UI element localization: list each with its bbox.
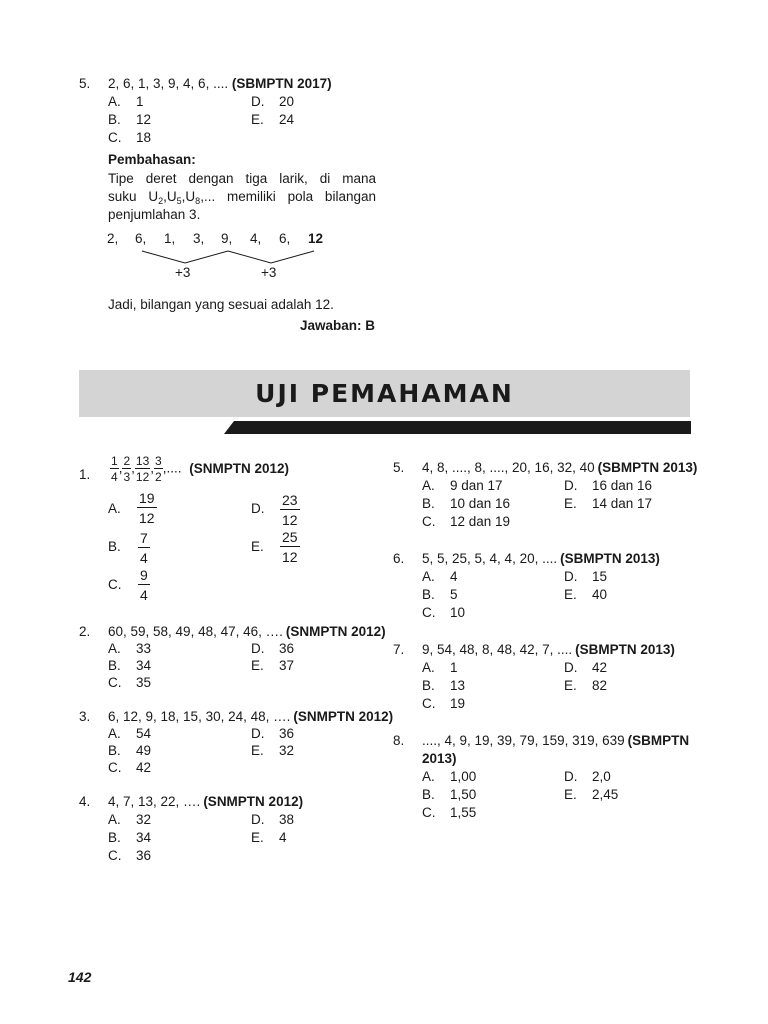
question-source: (SBMPTN [627,733,690,748]
option-e: E. 4 [251,830,287,845]
option-d: D. 42 [564,660,608,675]
option-c: C. 35 [108,675,152,690]
question-5-text: 4, 8, ...., 8, ...., 20, 16, 32, 40 (SBMPTN 2013) [422,460,698,475]
option-a: A. 33 [108,641,152,656]
question-source: (SNMPTN 2012) [285,624,386,639]
option-e: E. 2,45 [564,787,619,802]
question-source: (SNMPTN 2012) [293,709,394,724]
question-number: 2. [79,624,91,639]
option-c: C. 10 [422,605,466,620]
example-option-b: B. 12 [108,112,152,127]
bracket-2 [228,251,314,263]
example-option-a: A. 1 [108,94,144,109]
answer-text: Jawaban: B [300,318,376,333]
pembahasan-line-3: penjumlahan 3. [108,207,201,222]
option-e: E. 37 [251,658,295,673]
option-e: E. 82 [564,678,608,693]
option-c: C. 1,55 [422,805,477,820]
option-c-fraction: $\frac{9}{4}$ [140,567,148,603]
option-c: C. 12 dan 19 [422,514,511,529]
sequence-bracket-diagram [100,248,340,268]
question-source: (SBMPTN 2013) [560,551,660,566]
question-number: 8. [393,733,405,748]
question-8-text: ...., 4, 9, 19, 39, 79, 159, 319, 639 (SBMPTN [422,733,690,748]
question-source: (SNMPTN 2012) [203,794,304,809]
option-d: D. 36 [251,726,295,741]
option-a: A. 32 [108,812,152,827]
question-number: 3. [79,709,91,724]
increment-label: +3 [175,265,191,280]
sequence-term: 4, [250,231,262,246]
sequence-term: 6, [279,231,291,246]
question-3-text: 6, 12, 9, 18, 15, 30, 24, 48, …. (SNMPTN 2012) [108,709,394,724]
pembahasan-line-1: Tipe deret dengan tiga larik, di mana [108,171,376,186]
sequence-term: 2, [107,231,119,246]
pembahasan-line-2: suku $U_2,U_5,U_8$,... memiliki pola bilangan [108,189,376,206]
option-a: A. 1 [422,660,458,675]
banner-underline-bar [224,421,691,434]
question-number: 6. [393,551,405,566]
option-b: B. 5 [422,587,458,602]
section-banner [79,370,690,417]
option-c: C. 42 [108,760,152,775]
question-7-text: 9, 54, 48, 8, 48, 42, 7, .... (SBMPTN 2013) [422,642,675,657]
option-d: D. 15 [564,569,608,584]
option-d: D. 2,0 [564,769,611,784]
question-source: (SBMPTN 2013) [575,642,675,657]
question-1-text: $\frac{1}{4}$ , $\frac{2}{3}$ , $\frac{13}{12}$ , $\frac{3}{2}$ ,.... (SNMPTN 2012) [111,454,290,484]
option-a: A. 1,00 [422,769,477,784]
question-number: 7. [393,642,405,657]
page-number: 142 [68,969,92,985]
option-a-fraction: $\frac{19}{12}$ [139,490,155,526]
option-b: B. [108,539,121,554]
option-c: C. 36 [108,848,152,863]
sequence-term: 1, [164,231,176,246]
question-2-text: 60, 59, 58, 49, 48, 47, 46, …. (SNMPTN 2012) [108,624,386,639]
question-source-cont: 2013) [422,751,457,766]
option-a: A. 4 [422,569,458,584]
underline-shape [224,421,691,434]
sequence-term: 9, [221,231,233,246]
option-b: B. 34 [108,658,152,673]
option-d: D. 38 [251,812,295,827]
example-question: 2, 6, 1, 3, 9, 4, 6, .... (SBMPTN 2017) [108,76,332,91]
example-option-c: C. 18 [108,130,152,145]
question-source: (SBMPTN 2013) [597,460,698,475]
option-b: B. 49 [108,743,152,758]
option-d: D. 36 [251,641,295,656]
example-number: 5. [79,76,91,91]
option-d: D. [251,501,265,516]
conclusion-text: Jadi, bilangan yang sesuai adalah 12. [108,297,334,312]
sequence-term-answer: 12 [308,231,324,246]
option-b: B. 13 [422,678,466,693]
example-option-e: E. 24 [251,112,295,127]
option-b: B. 34 [108,830,152,845]
question-number: 1. [79,467,91,482]
question-4-text: 4, 7, 13, 22, …. (SNMPTN 2012) [108,794,304,809]
fraction: $\frac{2}{3}$ [123,454,131,484]
option-e: E. 14 dan 17 [564,496,653,511]
option-c: C. 19 [422,696,466,711]
question-number: 4. [79,794,91,809]
question-number: 5. [393,460,405,475]
option-b-fraction: $\frac{7}{4}$ [140,530,148,566]
question-source: (SNMPTN 2012) [189,460,290,476]
option-b: B. 1,50 [422,787,477,802]
option-c: C. [108,577,122,592]
option-a: A. [108,501,121,516]
example-option-d: D. 20 [251,94,295,109]
example-source: (SBMPTN 2017) [231,76,332,91]
option-d-fraction: $\frac{23}{12}$ [282,492,298,528]
option-d: D. 16 dan 16 [564,478,653,493]
option-e: E. 32 [251,743,295,758]
pembahasan-terms: $U_2,U_5,U_8$ [148,189,201,206]
option-e: E. [251,539,264,554]
option-b: B. 10 dan 16 [422,496,511,511]
option-e: E. 40 [564,587,608,602]
option-a: A. 54 [108,726,152,741]
sequence-term: 3, [193,231,205,246]
fraction: $\frac{13}{12}$ [135,454,150,484]
fraction: $\frac{3}{2}$ [155,454,162,484]
option-e-fraction: $\frac{25}{12}$ [282,529,298,565]
increment-label: +3 [261,265,277,280]
bracket-1 [142,251,228,263]
pembahasan-label: Pembahasan: [108,152,196,167]
sequence-term: 6, [135,231,147,246]
question-6-text: 5, 5, 25, 5, 4, 4, 20, .... (SBMPTN 2013) [422,551,660,566]
fraction: $\frac{1}{4}$ [111,454,118,484]
option-a: A. 9 dan 17 [422,478,503,493]
section-title: UJI PEMAHAMAN [255,379,514,408]
